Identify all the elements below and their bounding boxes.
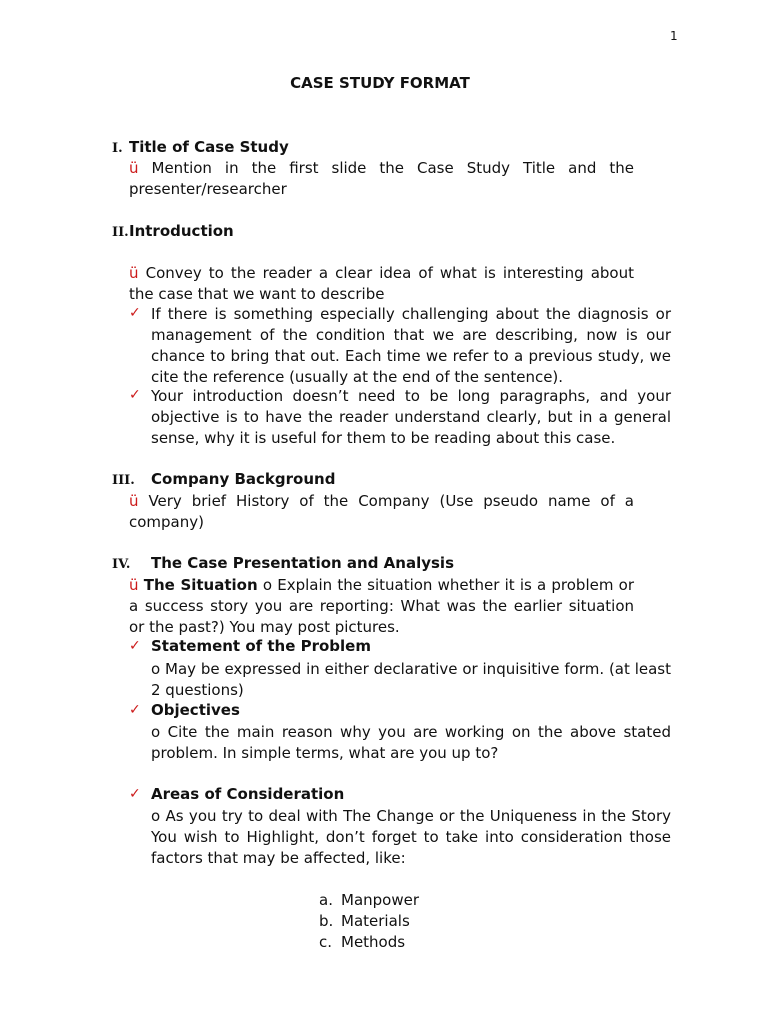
document-title: CASE STUDY FORMAT — [290, 74, 470, 92]
checkmark-icon: ✓ — [129, 786, 141, 802]
situation-text: o Explain the situation whether it is a problem or a success story you are reporting: What was the earlier situation or the past?) You may post pictures. — [129, 576, 634, 636]
section-2-check-1: If there is something especially challenging about the diagnosis or management of the condition that we are describing, now is our chance to bring that out. Each time we refer to a previous study, we cite the reference (usually at the end of the sentence). — [151, 305, 671, 386]
section-2-title: Introduction — [129, 222, 234, 240]
bullet-u-icon: ü — [129, 264, 139, 282]
factor-label: Materials — [341, 912, 410, 930]
section-2-number: II. — [112, 225, 129, 240]
section-1-title: Title of Case Study — [129, 138, 289, 156]
factor-label: Methods — [341, 933, 406, 951]
checkmark-icon: ✓ — [129, 638, 141, 654]
situation-label: The Situation — [143, 576, 258, 594]
problem-text: o May be expressed in either declarative or inquisitive form. (at least 2 questions) — [151, 660, 671, 699]
factor-letter: a. — [319, 891, 333, 909]
factor-letter: c. — [319, 933, 333, 951]
page-number: 1 — [670, 29, 678, 43]
section-4-number: IV. — [112, 557, 131, 572]
checkmark-icon: ✓ — [129, 702, 141, 718]
bullet-u-icon: ü — [129, 159, 139, 177]
section-2-body: Convey to the reader a clear idea of what is interesting about the case that we want to describe — [129, 264, 634, 303]
section-4-title: The Case Presentation and Analysis — [151, 554, 455, 572]
checkmark-icon: ✓ — [129, 305, 141, 321]
section-3-title: Company Background — [151, 470, 336, 488]
section-3-body: Very brief History of the Company (Use pseudo name of a company) — [129, 492, 634, 531]
section-1-number: I. — [112, 141, 123, 156]
bullet-u-icon: ü — [129, 576, 139, 594]
problem-heading: Statement of the Problem — [151, 637, 371, 655]
section-4-situation — [129, 575, 634, 638]
areas-heading: Areas of Consideration — [151, 785, 345, 803]
factor-label: Manpower — [341, 891, 420, 909]
section-1-text — [129, 158, 634, 200]
section-3-number: III. — [112, 473, 135, 488]
section-3-text — [129, 491, 634, 533]
objectives-text: o Cite the main reason why you are working on the above stated problem. In simple terms, what are you up to? — [151, 723, 671, 762]
factor-item — [319, 932, 405, 953]
bullet-u-icon: ü — [129, 492, 139, 510]
section-1-body: Mention in the first slide the Case Study Title and the presenter/researcher — [129, 159, 634, 198]
factor-letter: b. — [319, 912, 334, 930]
objectives-heading: Objectives — [151, 701, 240, 719]
section-2-text — [129, 263, 634, 305]
checkmark-icon: ✓ — [129, 387, 141, 403]
factor-item — [319, 890, 419, 911]
section-2-check-2: Your introduction doesn’t need to be long paragraphs, and your objective is to have the reader understand clearly, but in a general sense, why it is useful for them to be reading about this case. — [151, 387, 671, 447]
areas-text: o As you try to deal with The Change or the Uniqueness in the Story You wish to Highlight, don’t forget to take into consideration those factors that may be affected, like: — [151, 807, 671, 867]
factor-item — [319, 911, 410, 932]
